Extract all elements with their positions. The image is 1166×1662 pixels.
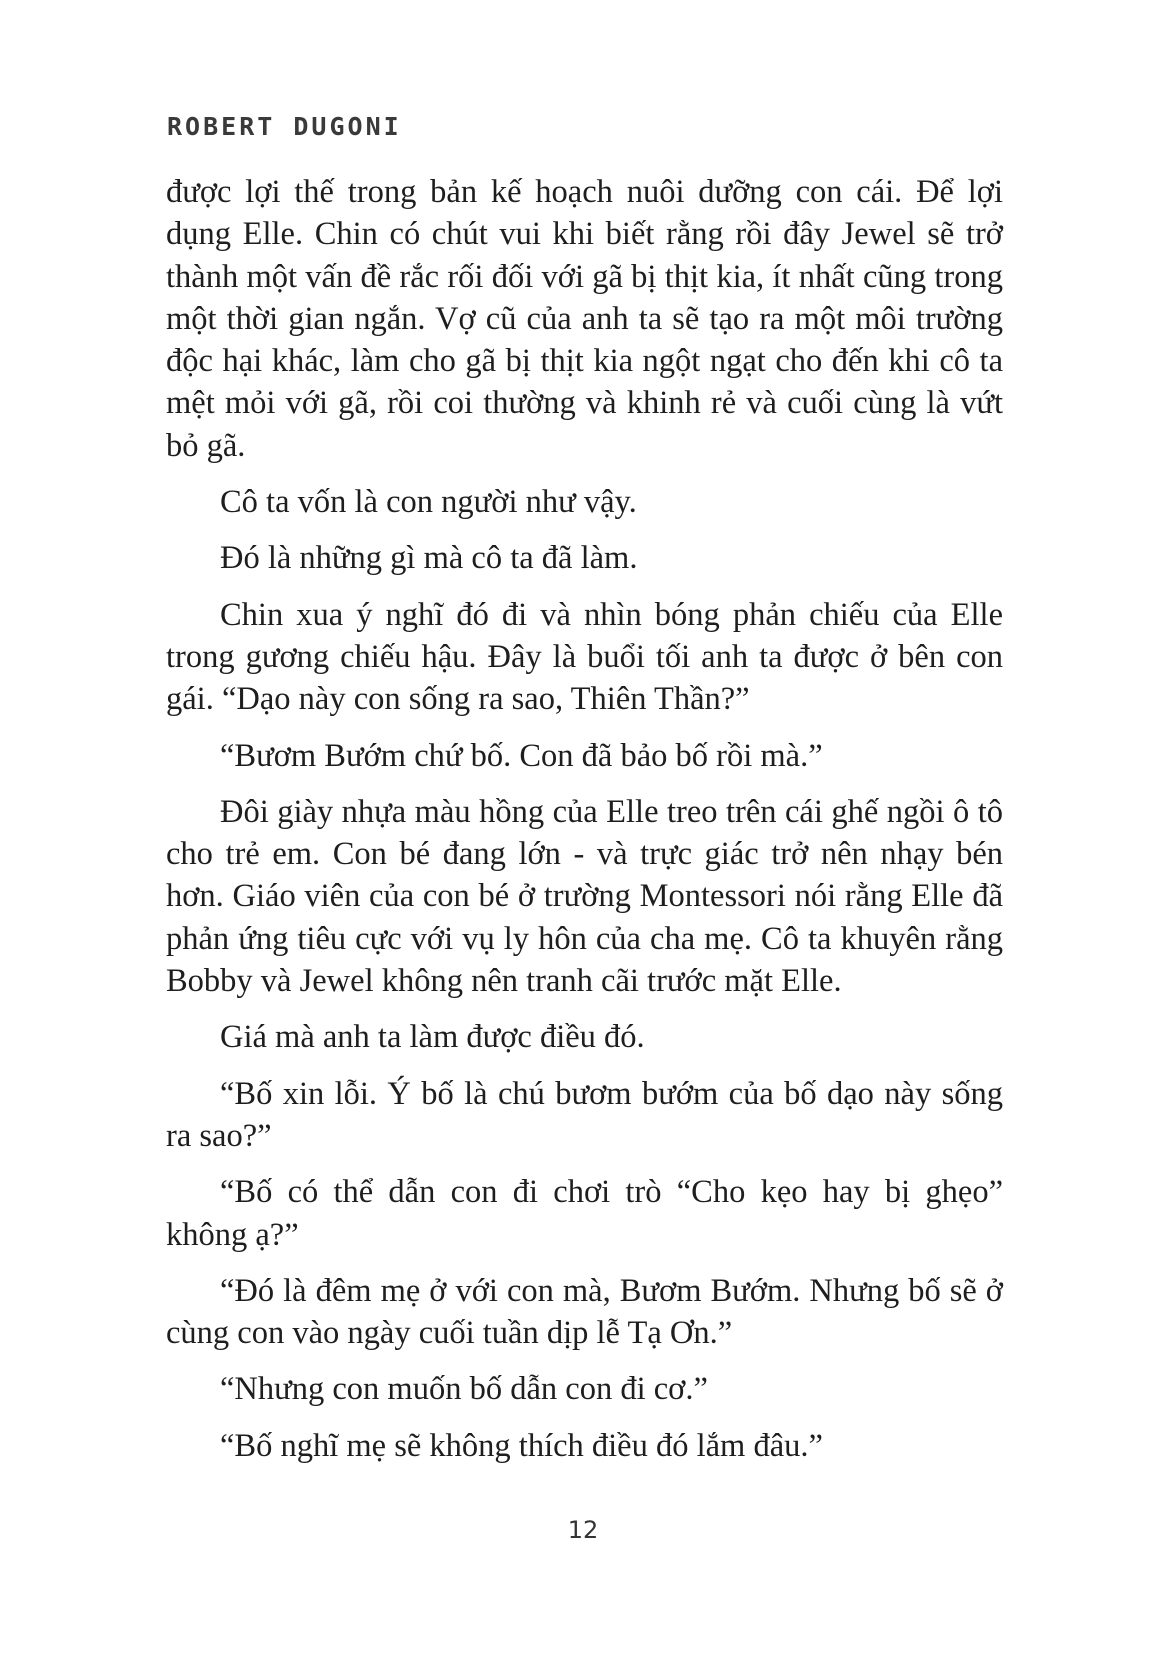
paragraph: Đó là những gì mà cô ta đã làm. [220, 540, 638, 577]
paragraph: được lợi thế trong bản kế hoạch nuôi dưỡng con cái. Để lợi dụng Elle. Chin có chút vui khi biết rằng rồi đây Jewel sẽ trở thành một vấn đề rắc rối đối với gã bị thịt kia, ít nhất cũng trong một thời gian ngắn. Vợ cũ của anh ta sẽ tạo ra một môi trường độc hại khác, làm cho gã bị thịt kia ngột ngạt cho đến khi cô ta mệt mỏi với gã, rồi coi thường và khinh rẻ và cuối cùng là vứt bỏ gã. [166, 174, 1003, 464]
paragraph: “Bươm Bướm chứ bố. Con đã bảo bố rồi mà.” [220, 737, 823, 774]
paragraph: “Bố có thể dẫn con đi chơi trò “Cho kẹo hay bị ghẹo” không ạ?” [166, 1174, 1003, 1253]
body-text [166, 171, 1003, 1481]
paragraph: Cô ta vốn là con người như vậy. [220, 484, 637, 521]
paragraph: Giá mà anh ta làm được điều đó. [220, 1019, 645, 1056]
running-head-author: ROBERT DUGONI [167, 112, 402, 141]
page-number: 12 [567, 1516, 599, 1544]
paragraph: “Bố nghĩ mẹ sẽ không thích điều đó lắm đâu.” [220, 1427, 823, 1464]
paragraph: “Nhưng con muốn bố dẫn con đi cơ.” [220, 1371, 708, 1408]
paragraph: Đôi giày nhựa màu hồng của Elle treo trên cái ghế ngồi ô tô cho trẻ em. Con bé đang lớn - và trực giác trở nên nhạy bén hơn. Giáo viên của con bé ở trường Montessori nói rằng Elle đã phản ứng tiêu cực với vụ ly hôn của cha mẹ. Cô ta khuyên rằng Bobby và Jewel không nên tranh cãi trước mặt Elle. [166, 793, 1003, 1000]
paragraph: Chin xua ý nghĩ đó đi và nhìn bóng phản chiếu của Elle trong gương chiếu hậu. Đây là buổi tối anh ta được ở bên con gái. “Dạo này con sống ra sao, Thiên Thần?” [166, 596, 1003, 718]
paragraph: “Bố xin lỗi. Ý bố là chú bươm bướm của bố dạo này sống ra sao?” [166, 1075, 1003, 1154]
paragraph: “Đó là đêm mẹ ở với con mà, Bươm Bướm. Nhưng bố sẽ ở cùng con vào ngày cuối tuần dịp lễ Tạ Ơn.” [166, 1272, 1003, 1352]
